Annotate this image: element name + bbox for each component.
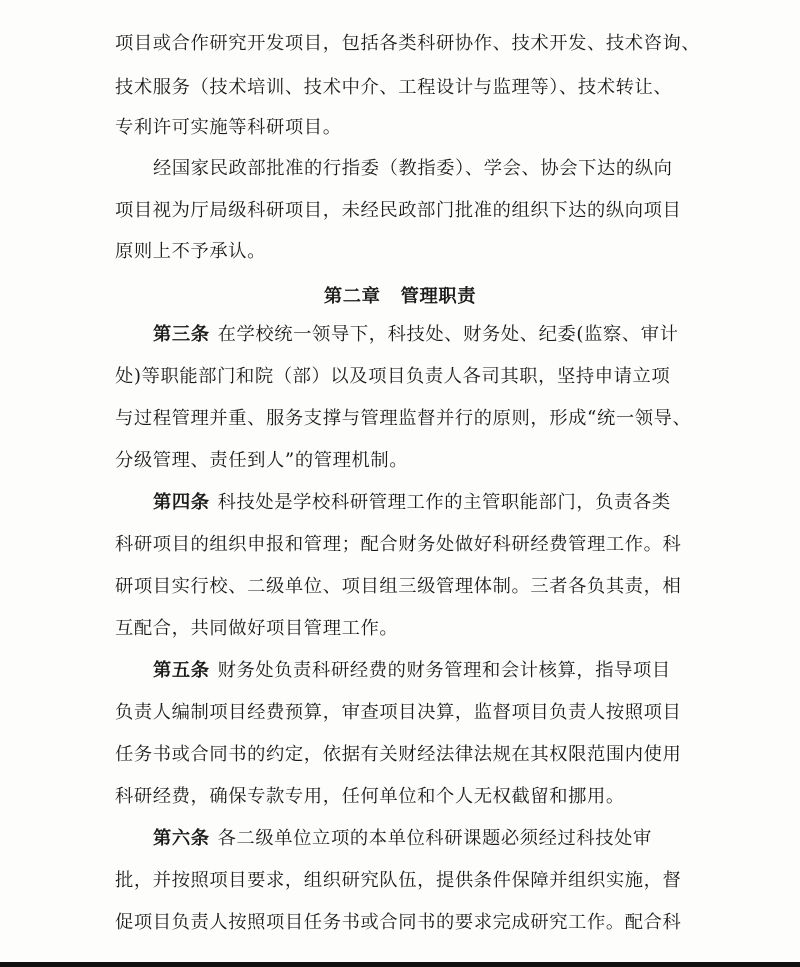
article-text-line: 与过程管理并重、服务支撑与管理监督并行的原则，形成“统一领导、 (115, 408, 692, 429)
article-label: 第四条 (153, 492, 210, 513)
article-first-line (153, 827, 652, 851)
article-text: 各二级单位立项的本单位科研课题必须经过科技处审 (217, 828, 652, 849)
article-text-line: 科研项目的组织申报和管理；配合财务处做好科研经费管理工作。科 (115, 534, 682, 555)
body-text-line: 技术服务（技术培训、技术中介、工程设计与监理等）、技术转让、 (115, 77, 673, 98)
article-text-line: 负责人编制项目经费预算，审查项目决算，监督项目负责人按照项目 (115, 702, 682, 723)
article-first-line (153, 323, 679, 347)
chapter-number: 第二章 (323, 286, 381, 307)
article-text: 在学校统一领导下，科技处、财务处、纪委(监察、审计 (217, 324, 679, 345)
body-text-line: 项目视为厅局级科研项目，未经民政部门批准的组织下达的纵向项目 (115, 200, 682, 221)
article-text-line: 研项目实行校、二级单位、项目组三级管理体制。三者各负其责，相 (115, 576, 682, 597)
article-text: 财务处负责科研经费的财务管理和会计核算，指导项目 (217, 660, 671, 681)
article-text-line: 分级管理、责任到人”的管理机制。 (115, 450, 409, 471)
article-text-line: 处)等职能部门和院（部）以及项目负责人各司其职，坚持申请立项 (115, 366, 671, 387)
body-text-line: 原则上不予承认。 (115, 241, 267, 262)
article-label: 第五条 (153, 660, 210, 681)
article-text-line: 科研经费，确保专款专用，任何单位和个人无权截留和挪用。 (115, 786, 625, 807)
article-first-line (153, 491, 671, 515)
article-text: 科技处是学校科研管理工作的主管职能部门，负责各类 (217, 492, 671, 513)
body-text-line: 专利许可实施等科研项目。 (115, 117, 342, 138)
article-text-line: 任务书或合同书的约定，依据有关财经法律法规在其权限范围内使用 (115, 744, 682, 765)
page-bottom-edge (0, 962, 800, 967)
article-label: 第三条 (153, 324, 210, 345)
article-text-line: 批，并按照项目要求，组织研究队伍，提供条件保障并组织实施，督 (115, 870, 682, 891)
article-text-line: 互配合，共同做好项目管理工作。 (115, 618, 399, 639)
article-first-line (153, 659, 671, 683)
body-text-line: 经国家民政部批准的行指委（教指委）、学会、协会下达的纵向 (153, 158, 673, 179)
article-text-line: 促项目负责人按照项目任务书或合同书的要求完成研究工作。配合科 (115, 912, 682, 933)
chapter-heading (0, 285, 800, 309)
chapter-title: 管理职责 (400, 286, 477, 307)
article-label: 第六条 (153, 828, 210, 849)
body-text-line: 项目或合作研究开发项目，包括各类科研协作、技术开发、技术咨询、 (115, 33, 701, 54)
